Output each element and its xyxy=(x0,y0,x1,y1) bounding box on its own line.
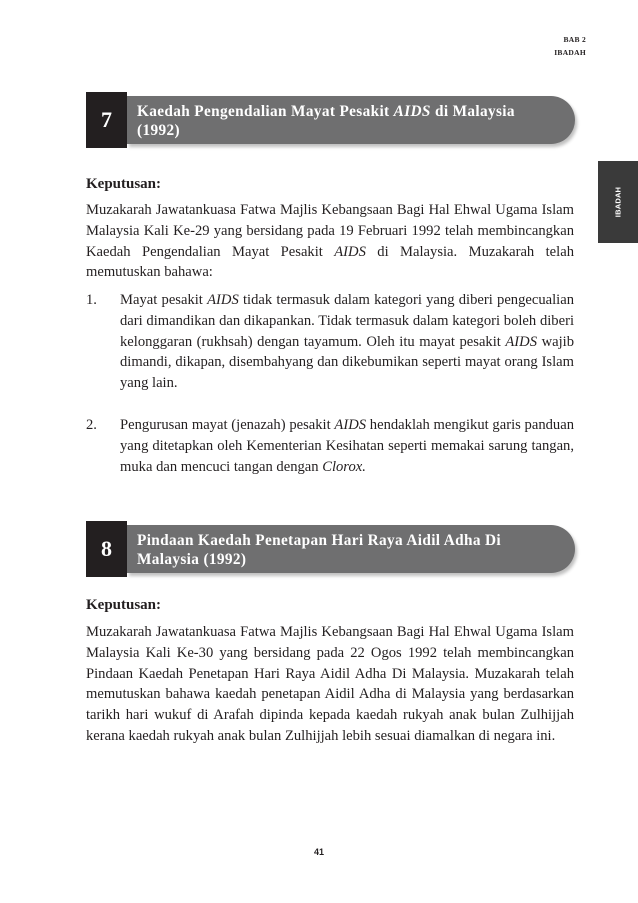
decision-label: Keputusan: xyxy=(86,176,162,192)
section-number-box: 8 xyxy=(86,521,127,577)
section-title-bar xyxy=(127,525,575,573)
section-8-body: Muzakarah Jawatankuasa Fatwa Majlis Kebangsaan Bagi Hal Ehwal Ugama Islam Malaysia Kali Ke-30 yang bersidang pada 22 Ogos 1992 telah membincangkan Pindaan Kaedah Penetapan Hari Raya Aidil Adha Di Malaysia. Muzakarah telah memutuskan bahawa kaedah penetapan Aidil Adha di Malaysia yang berdasarkan tarikh hari wukuf di Arafah dipinda kepada kaedah rukyah anak bulan Zulhijjah kerana kaedah rukyah anak bulan Zulhijjah lebih sesuai diamalkan di negara ini. xyxy=(86,624,574,744)
page-number: 41 xyxy=(313,847,324,857)
section-7-intro: Muzakarah Jawatankuasa Fatwa Majlis Kebangsaan Bagi Hal Ehwal Ugama Islam Malaysia Kali Ke-29 yang bersidang pada 19 Februari 1992 telah membincangkan Kaedah Pengendalian Mayat Pesakit AIDS di Malaysia. Muzakarah telah memutuskan bahawa: xyxy=(86,202,574,281)
section-title: Pindaan Kaedah Penetapan Hari Raya Aidil Adha Di Malaysia (1992) xyxy=(137,532,502,568)
running-header xyxy=(554,33,586,59)
section-label: IBADAH xyxy=(554,48,586,57)
list-item-text: Pengurusan mayat (jenazah) pesakit AIDS hendaklah mengikut garis panduan yang ditetapkan oleh Kementerian Kesihatan seperti memakai sarung tangan, muka dan mencuci tangan dengan Clorox. xyxy=(120,417,574,475)
list-item-2 xyxy=(86,415,574,477)
section-title: Kaedah Pengendalian Mayat Pesakit AIDS di Malaysia (1992) xyxy=(137,103,515,139)
decision-label: Keputusan: xyxy=(86,597,162,613)
list-item-1 xyxy=(86,290,574,394)
list-item-number: 2. xyxy=(86,417,97,433)
section-title-bar xyxy=(127,96,575,144)
chapter-label: BAB 2 xyxy=(563,35,586,44)
section-number-box: 7 xyxy=(86,92,127,148)
side-tab xyxy=(598,161,638,243)
side-tab-label: IBADAH xyxy=(613,186,623,218)
list-item-text: Mayat pesakit AIDS tidak termasuk dalam kategori yang diberi pengecualian dari dimandikan dan dikapankan. Tidak termasuk dalam kategori boleh diberi kelonggaran (rukhsah) dengan tayamum. Oleh itu mayat pesakit AIDS wajib dimandi, dikapan, disembahyang dan dikebumikan seperti mayat orang Islam yang lain. xyxy=(120,292,575,392)
section-8-heading xyxy=(86,521,586,577)
section-7-heading xyxy=(86,92,586,148)
list-item-number: 1. xyxy=(86,292,97,308)
